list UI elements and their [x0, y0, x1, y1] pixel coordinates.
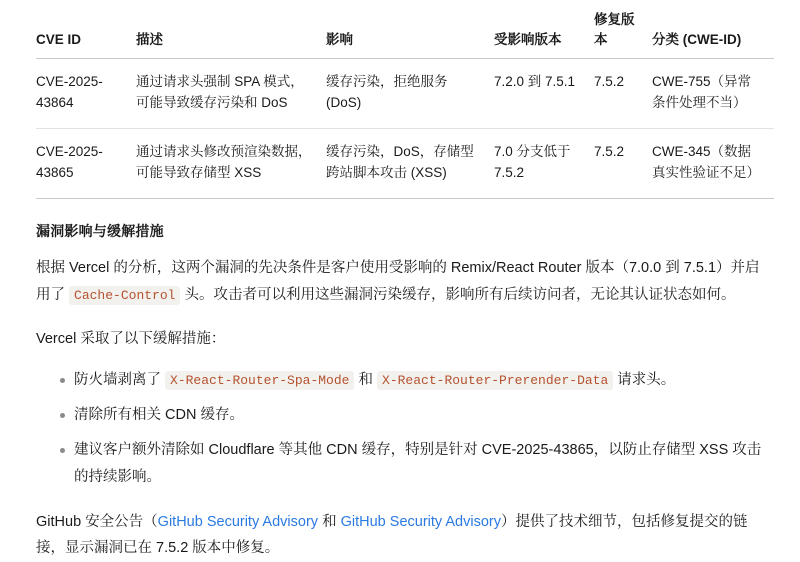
paragraph-mitigations-intro: Vercel 采取了以下缓解措施：: [36, 326, 772, 353]
link-github-security-advisory-1[interactable]: GitHub Security Advisory: [158, 514, 318, 530]
text-fragment: 头。攻击者可以利用这些漏洞污染缓存，影响所有后续访问者，无论其认证状态如何。: [180, 287, 735, 303]
cell-impact: 缓存污染，DoS，存储型跨站脚本攻击 (XSS): [326, 128, 494, 198]
paragraph-github-advisory: [36, 509, 772, 562]
link-github-security-advisory-2[interactable]: GitHub Security Advisory: [341, 514, 501, 530]
column-header-fixed-version: 修复版本: [594, 10, 652, 59]
column-header-cve-id: CVE ID: [36, 10, 136, 59]
text-fragment: 建议客户额外清除如 Cloudflare 等其他 CDN 缓存，特别是针对 CVE-2025-43865，以防止存储型 XSS 攻击的持续影响。: [74, 442, 761, 485]
cell-description: 通过请求头修改预渲染数据，可能导致存储型 XSS: [136, 128, 326, 198]
column-header-impact: 影响: [326, 10, 494, 59]
cve-table: [36, 10, 774, 199]
text-fragment: 防火墙剥离了: [74, 372, 165, 388]
mitigation-list: [36, 367, 772, 490]
text-fragment: GitHub 安全公告（: [36, 514, 158, 530]
text-fragment: 清除所有相关 CDN 缓存。: [74, 407, 244, 423]
code-spa-mode-header: X-React-Router-Spa-Mode: [165, 371, 354, 390]
column-header-cwe-id: 分类 (CWE-ID): [652, 10, 774, 59]
cell-fixed-version: 7.5.2: [594, 59, 652, 129]
cell-fixed-version: 7.5.2: [594, 128, 652, 198]
table-row: [36, 59, 774, 129]
column-header-description: 描述: [136, 10, 326, 59]
table-row: [36, 128, 774, 198]
column-header-affected-versions: 受影响版本: [494, 10, 594, 59]
cell-affected-versions: 7.2.0 到 7.5.1: [494, 59, 594, 129]
list-item: [60, 367, 772, 394]
list-item: [60, 437, 772, 491]
list-item: [60, 402, 772, 429]
table-header-row: [36, 10, 774, 59]
cell-cwe-id: CWE-755（异常条件处理不当）: [652, 59, 774, 129]
cell-cwe-id: CWE-345（数据真实性验证不足）: [652, 128, 774, 198]
text-fragment: 请求头。: [613, 372, 675, 388]
text-fragment: ）提供了技术细节，包括修复提交的链接，显示漏洞已在 7.5.2 版本中修复。: [36, 514, 747, 557]
cell-cve-id: CVE-2025-43865: [36, 128, 136, 198]
cell-affected-versions: 7.0 分支低于 7.5.2: [494, 128, 594, 198]
text-fragment: 和: [318, 514, 341, 530]
text-fragment: 根据 Vercel 的分析，这两个漏洞的先决条件是客户使用受影响的 Remix/React Router 版本（7.0.0 到 7.5.1）并启用了: [36, 260, 760, 303]
section-title: 漏洞影响与缓解措施: [36, 221, 772, 241]
cell-impact: 缓存污染，拒绝服务 (DoS): [326, 59, 494, 129]
code-prerender-data-header: X-React-Router-Prerender-Data: [377, 371, 613, 390]
cell-description: 通过请求头强制 SPA 模式，可能导致缓存污染和 DoS: [136, 59, 326, 129]
paragraph-prerequisites: [36, 255, 772, 309]
text-fragment: 和: [354, 372, 377, 388]
code-cache-control: Cache-Control: [69, 286, 180, 305]
cell-cve-id: CVE-2025-43864: [36, 59, 136, 129]
